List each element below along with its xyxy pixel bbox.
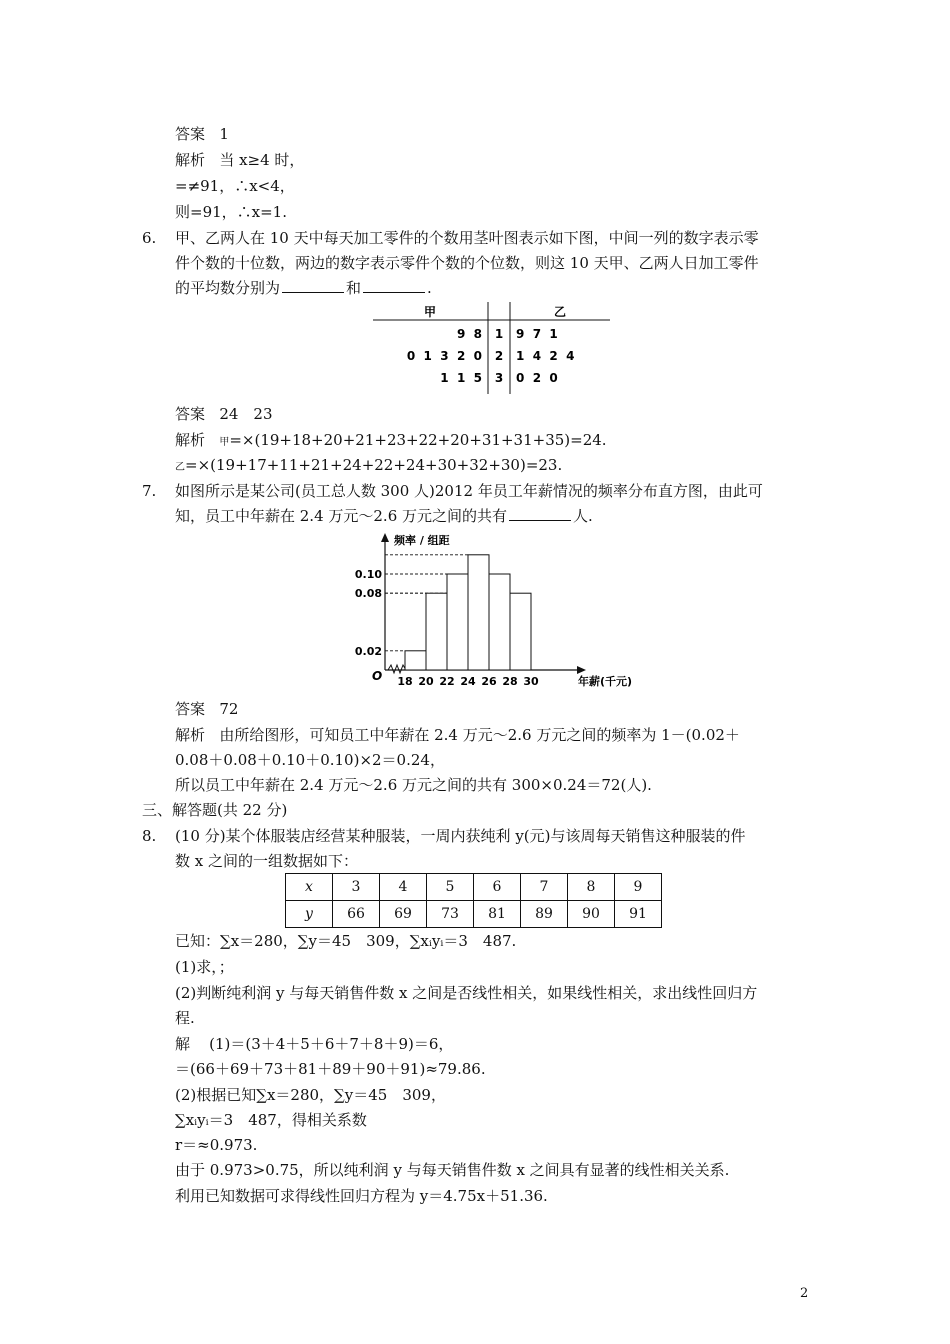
q7-number: 7. [142, 482, 157, 500]
q6-blank-2 [363, 278, 425, 293]
q8-solution-1: 解 (1)＝(3＋4＋5＋6＋7＋8＋9)＝6， [175, 1035, 454, 1053]
q6-stem-3: 的平均数分别为 和 . [175, 279, 432, 297]
plot-row1-right: 9 7 1 [516, 327, 558, 341]
q8-number: 8. [142, 827, 157, 845]
q5-analysis-1: 解析 当 x≥4 时， [175, 151, 305, 169]
q8-stem-1: (10 分)某个体服装店经营某种服装，一周内获纯利 y(元)与该周每天销售这种服装的件 [175, 827, 746, 845]
table-cell: 91 [615, 901, 662, 928]
q8-solution-2: ＝(66＋69＋73＋81＋89＋90＋91)≈79.86. [175, 1060, 486, 1078]
table-cell: 81 [474, 901, 521, 928]
histogram-bar [510, 593, 531, 670]
plot-row3-stem: 3 [494, 371, 504, 385]
plot-row1-stem: 1 [494, 327, 504, 341]
q7-stem-1: 如图所示是某公司(员工总人数 300 人)2012 年员工年薪情况的频率分布直方图，由此可 [175, 482, 763, 500]
plot-row3-right: 0 2 0 [516, 371, 558, 385]
table-cell: 89 [521, 901, 568, 928]
x-tick-label: 26 [481, 675, 497, 688]
plot-row1-left: 9 8 [456, 327, 482, 341]
plot-row2-right: 1 4 2 4 [516, 349, 575, 363]
q6-analysis-2: 乙=×(19+17+11+21+24+22+24+30+32+30)=23. [175, 456, 563, 474]
plot-left-header: 甲 [423, 305, 437, 319]
stem-leaf-plot [370, 300, 615, 400]
q7-answer: 答案 72 [175, 700, 239, 718]
q8-part2-1: (2)判断纯利润 y 与每天销售件数 x 之间是否线性相关，如果线性相关，求出线性回归方 [175, 984, 758, 1002]
table-cell: 90 [568, 901, 615, 928]
table-cell: 66 [333, 901, 380, 928]
axis-break-icon [388, 665, 406, 673]
x-tick-label: 22 [439, 675, 455, 688]
table-cell: 4 [380, 874, 427, 901]
q6-number: 6. [142, 229, 157, 247]
y-axis-arrow [381, 533, 389, 542]
q5-answer: 答案 1 [175, 125, 229, 143]
q5-analysis-3: 则=91，∴x=1. [175, 203, 287, 221]
q7-analysis-3: 所以员工中年薪在 2.4 万元～2.6 万元之间的共有 300×0.24＝72(人). [175, 776, 652, 794]
histogram-bar [468, 555, 489, 670]
q7-analysis-1: 解析 由所给图形，可知员工中年薪在 2.4 万元～2.6 万元之间的频率为 1－(0.02＋ [175, 726, 740, 744]
x-axis-arrow [577, 666, 586, 674]
histogram-bar [447, 574, 468, 670]
q6-stem-2: 件个数的十位数，两边的数字表示零件个数的个位数，则这 10 天甲、乙两人日加工零件 [175, 254, 759, 272]
plot-row2-left: 0 1 3 2 0 [406, 349, 482, 363]
q7-blank [509, 506, 571, 521]
q8-part1: (1)求，； [175, 958, 234, 976]
q8-solution-5: r＝≈0.973. [175, 1136, 258, 1154]
q8-solution-3: (2)根据已知∑x＝280，∑y＝45 309， [175, 1086, 446, 1104]
frequency-histogram [354, 530, 635, 690]
section3-title: 三、解答题(共 22 分) [142, 801, 288, 819]
table-row [286, 874, 662, 901]
q6-blank-1 [282, 278, 344, 293]
y-tick-label: 0.02 [354, 644, 382, 658]
x-tick-label: 20 [418, 675, 434, 688]
q8-stem-2: 数 x 之间的一组数据如下： [175, 852, 358, 870]
xy-data-table [285, 873, 662, 928]
q8-part2-2: 程. [175, 1009, 195, 1027]
q8-solution-7: 利用已知数据可求得线性回归方程为 y＝4.75x＋51.36. [175, 1187, 548, 1205]
x-tick-label: 24 [460, 675, 476, 688]
y-tick-label: 0.10 [354, 568, 382, 581]
q6-analysis-1: 解析 甲=×(19+18+20+21+23+22+20+31+31+35)=24. [175, 431, 607, 449]
table-cell: 3 [333, 874, 380, 901]
origin-label: O [372, 669, 383, 683]
x-axis-label: 年薪(千元) [578, 675, 633, 688]
page-number: 2 [800, 1286, 809, 1301]
table-cell: 5 [427, 874, 474, 901]
q6-stem-1: 甲、乙两人在 10 天中每天加工零件的个数用茎叶图表示如下图，中间一列的数字表示零 [175, 229, 759, 247]
table-cell: 9 [615, 874, 662, 901]
table-cell: 6 [474, 874, 521, 901]
q7-analysis-2: 0.08＋0.08＋0.10＋0.10)×2＝0.24， [175, 751, 445, 769]
table-row [286, 901, 662, 928]
q6-answer: 答案 24 23 [175, 405, 273, 423]
histogram-bar [405, 651, 426, 670]
x-tick-label: 28 [502, 675, 518, 688]
q5-analysis-2: =≠91，∴x<4， [175, 177, 295, 195]
q8-solution-6: 由于 0.973>0.75，所以纯利润 y 与每天销售件数 x 之间具有显著的线性相关关系. [175, 1161, 730, 1179]
plot-right-header: 乙 [553, 305, 567, 319]
y-tick-label: 0.08 [354, 587, 382, 601]
q8-solution-4: ∑xᵢyᵢ＝3 487，得相关系数 [175, 1111, 367, 1129]
q7-stem-2: 知，员工中年薪在 2.4 万元～2.6 万元之间的共有 人. [175, 507, 593, 525]
table-cell: 73 [427, 901, 474, 928]
table-cell: 7 [521, 874, 568, 901]
histogram-bar [426, 593, 447, 670]
q8-known: 已知：∑x＝280，∑y＝45 309，∑xᵢyᵢ＝3 487. [175, 932, 517, 950]
table-cell: 69 [380, 901, 427, 928]
histogram-bar [489, 574, 510, 670]
table-header-x: x [286, 874, 333, 901]
x-tick-label: 30 [523, 675, 539, 688]
table-cell: 8 [568, 874, 615, 901]
plot-row3-left: 1 1 5 [440, 371, 482, 385]
y-axis-label: 频率 / 组距 [394, 534, 450, 547]
table-header-y: y [286, 901, 333, 928]
plot-row2-stem: 2 [494, 349, 504, 363]
x-tick-label: 18 [397, 675, 413, 688]
